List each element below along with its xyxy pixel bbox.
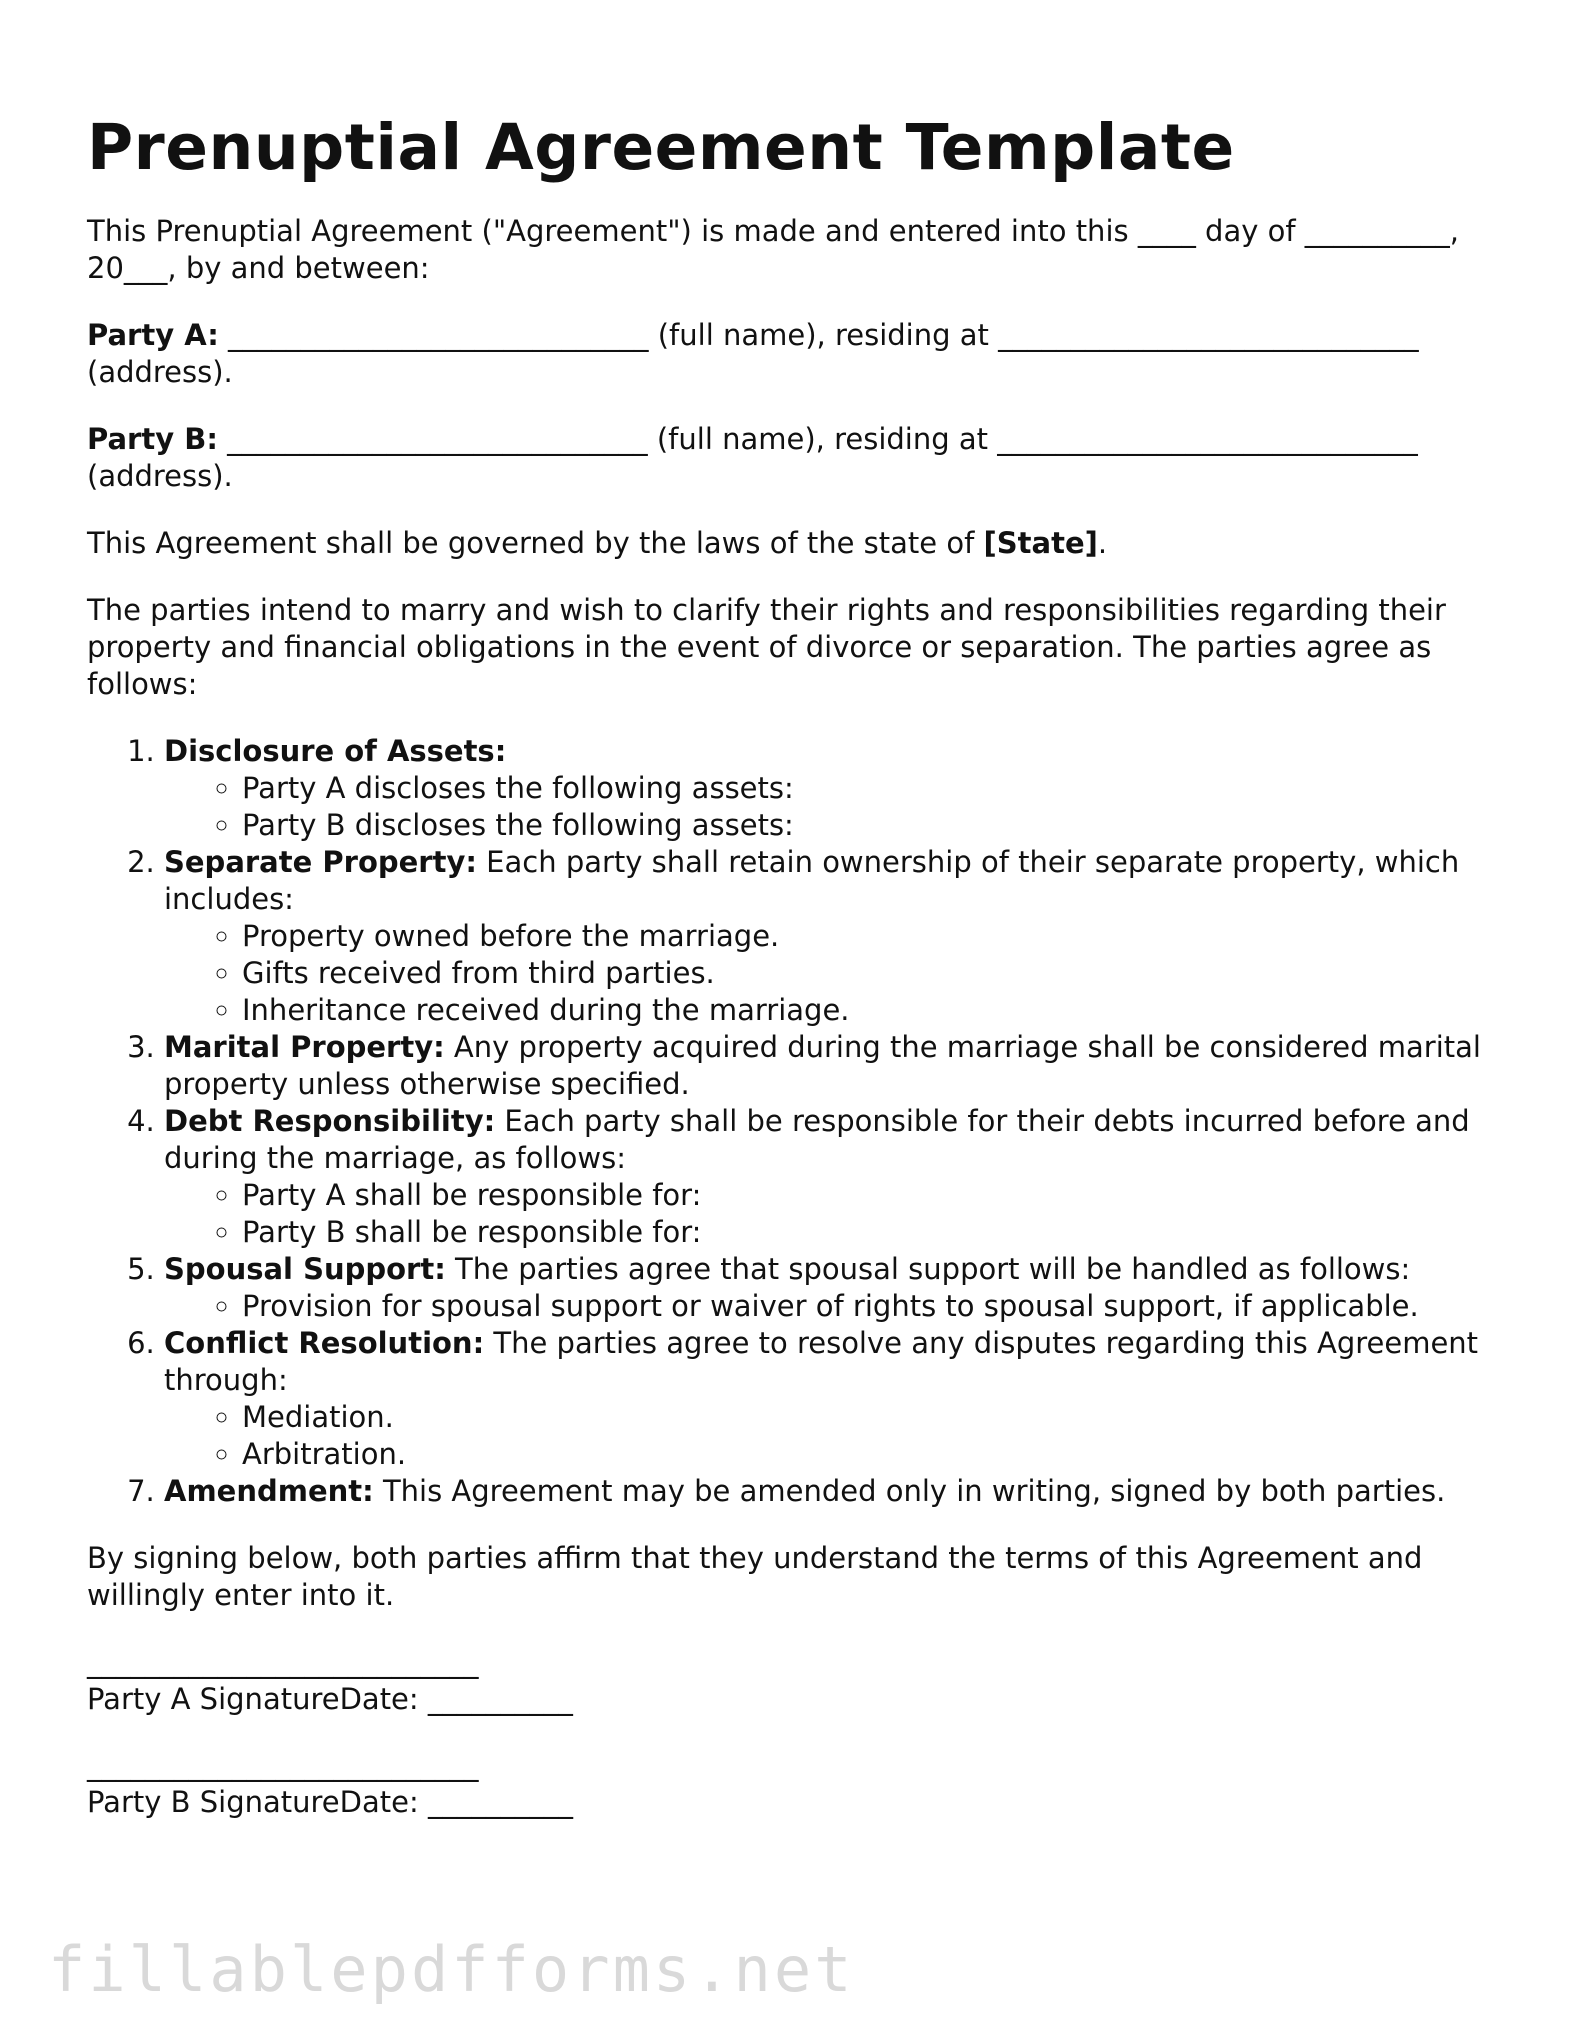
term-subitem: ◦ Mediation. xyxy=(242,1399,1507,1436)
term-heading: Disclosure of Assets: xyxy=(164,734,507,768)
term-subitems xyxy=(164,918,1507,1029)
party-b-label: Party B: xyxy=(87,422,218,456)
closing-paragraph: By signing below, both parties affirm that they understand the terms of this Agreement and willingly enter into it. xyxy=(87,1541,1423,1612)
party-b-text: _____________________________ (full name), residing at _____________________________ (address). xyxy=(87,422,1418,493)
signature-block xyxy=(87,1644,1507,1821)
term-text: Any property acquired during the marriage shall be considered marital property unless otherwise specified. xyxy=(164,1030,1481,1101)
governing-law-paragraph xyxy=(87,525,1507,562)
term-subitems xyxy=(164,1288,1507,1325)
term-text: Each party shall retain ownership of their separate property, which includes: xyxy=(164,845,1460,916)
term-heading: Separate Property: xyxy=(164,845,477,879)
page-title: Prenuptial Agreement Template xyxy=(87,111,1235,184)
term-subitem: ◦ Party B discloses the following assets: xyxy=(242,807,1507,844)
term-subitems xyxy=(164,1399,1507,1473)
signature-line-b: ___________________________ xyxy=(87,1748,479,1782)
signature-label-a: Party A SignatureDate: __________ xyxy=(87,1682,573,1716)
signature-line-a: ___________________________ xyxy=(87,1645,479,1679)
term-subitem: ◦ Provision for spousal support or waiver of rights to spousal support, if applicable. xyxy=(242,1288,1507,1325)
party-a-text: _____________________________ (full name), residing at _____________________________ (address). xyxy=(87,318,1419,389)
term-item xyxy=(164,1029,1507,1103)
term-subitem: ◦ Inheritance received during the marriage. xyxy=(242,992,1507,1029)
intro-paragraph: This Prenuptial Agreement ("Agreement") is made and entered into this ____ day of __________, 20___, by and between: xyxy=(87,214,1459,285)
term-subitem: ◦ Property owned before the marriage. xyxy=(242,918,1507,955)
term-heading: Conflict Resolution: xyxy=(164,1326,485,1360)
term-heading: Spousal Support: xyxy=(164,1252,446,1286)
term-item xyxy=(164,1325,1507,1473)
purpose-paragraph: The parties intend to marry and wish to clarify their rights and responsibilities regarding their property and financial obligations in the event of divorce or separation. The parties agree as follows: xyxy=(87,593,1446,701)
term-subitem: ◦ Party B shall be responsible for: xyxy=(242,1214,1507,1251)
term-item xyxy=(164,1103,1507,1251)
term-text: Each party shall be responsible for their debts incurred before and during the marriage, as follows: xyxy=(164,1104,1470,1175)
signature-label-b: Party B SignatureDate: __________ xyxy=(87,1785,573,1819)
term-item xyxy=(164,1473,1507,1510)
term-heading: Marital Property: xyxy=(164,1030,445,1064)
governing-suffix: . xyxy=(1097,526,1108,560)
term-text: The parties agree to resolve any disputes regarding this Agreement through: xyxy=(164,1326,1479,1397)
party-b-paragraph xyxy=(87,421,1507,495)
governing-prefix: This Agreement shall be governed by the laws of the state of xyxy=(87,526,984,560)
term-subitem: ◦ Arbitration. xyxy=(242,1436,1507,1473)
term-subitem: ◦ Gifts received from third parties. xyxy=(242,955,1507,992)
document-page xyxy=(87,100,1507,1821)
watermark: fillablepdfforms.net xyxy=(48,1933,855,2006)
term-subitems xyxy=(164,770,1507,844)
term-subitem: ◦ Party A discloses the following assets: xyxy=(242,770,1507,807)
term-item xyxy=(164,844,1507,1029)
term-text: The parties agree that spousal support will be handled as follows: xyxy=(445,1252,1411,1286)
term-subitem: ◦ Party A shall be responsible for: xyxy=(242,1177,1507,1214)
terms-list xyxy=(87,733,1507,1510)
term-subitems xyxy=(164,1177,1507,1251)
term-heading: Amendment: xyxy=(164,1474,374,1508)
term-item xyxy=(164,733,1507,844)
party-a-label: Party A: xyxy=(87,318,219,352)
term-heading: Debt Responsibility: xyxy=(164,1104,496,1138)
party-a-paragraph xyxy=(87,317,1507,391)
term-item xyxy=(164,1251,1507,1325)
governing-state: [State] xyxy=(983,526,1098,560)
term-text: This Agreement may be amended only in writing, signed by both parties. xyxy=(373,1474,1446,1508)
